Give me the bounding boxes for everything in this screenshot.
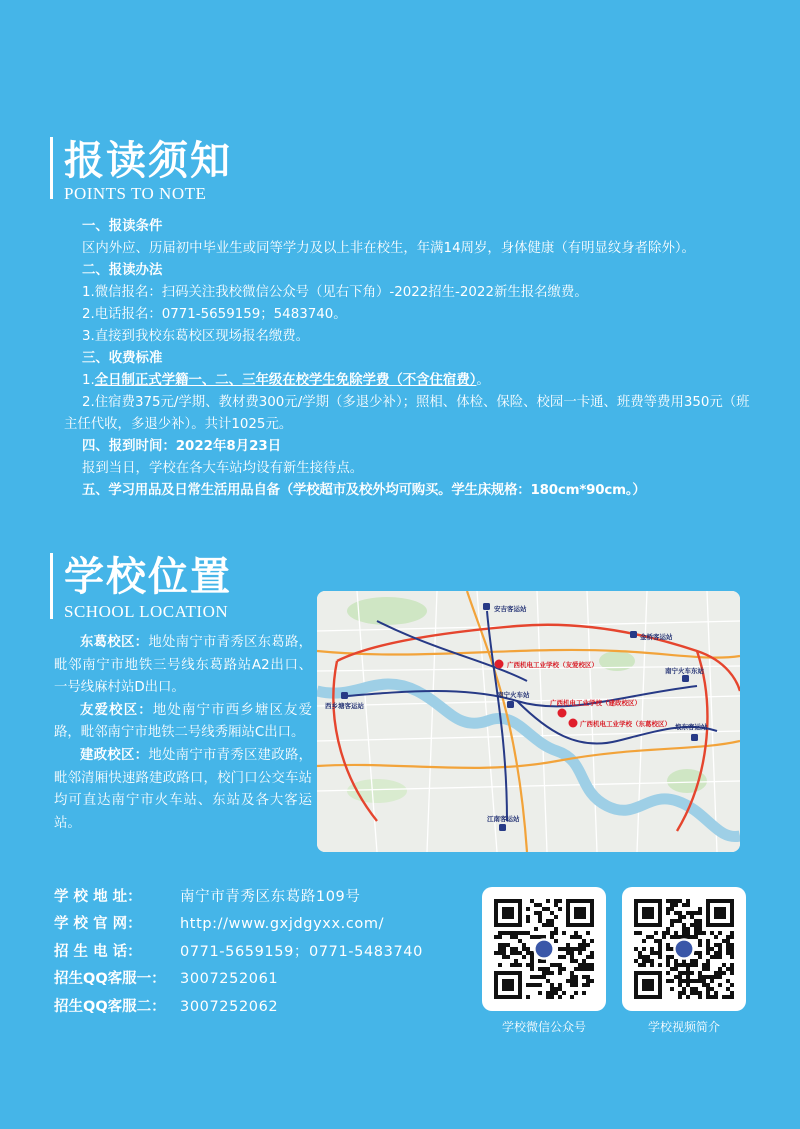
wechat-qr-code (482, 887, 606, 1011)
section-1-text: 区内外应、历届初中毕业生或同等学力及以上非在校生，年满14周岁，身体健康（有明显纹身者除外）。 (82, 241, 695, 256)
campus-jianzheng (54, 745, 312, 835)
video-qr-icon (634, 899, 734, 999)
video-qr-caption: 学校视频简介 (647, 1020, 720, 1034)
section-1-heading: 一、报读条件 (82, 219, 163, 234)
fee-item-number: 1. (82, 373, 95, 388)
qq2-value: 3007252062 (180, 998, 279, 1015)
section-3-line-1 (64, 370, 750, 392)
map-label-anji: 安吉客运站 (494, 605, 527, 613)
section-3-line-2: 2.住宿费375元/学期、教材费300元/学期（多退少补）；照相、体检、保险、校园一卡通、班费等费用350元（班主任代收，多退少补）。共计1025元。 (64, 395, 750, 432)
location-subtitle: SCHOOL LOCATION (64, 602, 229, 621)
address-value: 南宁市青秀区东葛路109号 (180, 889, 361, 905)
section-3-heading: 三、收费标准 (82, 351, 163, 366)
wechat-qr-caption: 学校微信公众号 (501, 1020, 586, 1034)
notes-body (64, 216, 750, 502)
campus-youai (54, 700, 312, 745)
fee-line-end: 。 (476, 373, 490, 388)
qq1-row (54, 966, 423, 993)
campus-dongge (54, 632, 312, 700)
map-label-east-station: 南宁火车东站 (665, 667, 704, 675)
wechat-qr-icon (494, 899, 594, 999)
map-label-jinqiao: 金桥客运站 (640, 633, 673, 641)
header-accent-bar (50, 137, 53, 199)
contact-info (54, 884, 423, 1021)
campus-jianzheng-name: 建政校区： (80, 747, 149, 763)
notes-title: 报读须知 (64, 137, 232, 184)
location-title: 学校位置 (64, 553, 232, 600)
campus-dongge-name: 东葛校区： (80, 635, 149, 650)
campus-dongge-text: 地处南宁市青秀区东葛路，毗邻南宁市地铁三号线东葛路站A2出口、一号线麻村站D出口。 (54, 635, 313, 696)
website-link[interactable]: http://www.gxjdgyxx.com/ (180, 916, 385, 933)
map-label-campus-youai: 广西机电工业学校（友爱校区） (507, 661, 598, 669)
tuition-waiver-text: 全日制正式学籍一、二、三年级在校学生免除学费（不含住宿费） (94, 373, 477, 388)
section-2-line-1: 1.微信报名：扫码关注我校微信公众号（见右下角）-2022招生-2022新生报名缴费。 (82, 285, 588, 300)
notes-subtitle: POINTS TO NOTE (64, 184, 207, 203)
campus-descriptions (54, 632, 312, 835)
section-4-heading: 四、报到时间：2022年8月23日 (82, 439, 282, 454)
campus-jianzheng-text: 地处南宁市青秀区建政路，毗邻清厢快速路建政路口，校门口公交车站均可直达南宁市火车站、东站及各大客运站。 (54, 747, 313, 831)
section-2-line-2: 2.电话报名：0771-5659159；5483740。 (82, 307, 347, 322)
section-2-line-3: 3.直接到我校东葛校区现场报名缴费。 (82, 329, 310, 344)
map-label-xixiang: 西乡塘客运站 (325, 702, 364, 710)
phone-row (54, 939, 423, 966)
phone-label: 招 生 电 话： (54, 943, 142, 960)
section-2-heading: 二、报读办法 (82, 263, 163, 278)
website-label: 学 校 官 网： (54, 916, 142, 933)
map-label-campus-jianzheng: 广西机电工业学校（建政校区） (550, 699, 641, 707)
map-label-campus-dongge: 广西机电工业学校（东葛校区） (580, 720, 671, 728)
video-qr-code (622, 887, 746, 1011)
school-location-map (317, 591, 740, 852)
header-accent-bar (50, 553, 53, 619)
section-4-text: 报到当日，学校在各大车站均设有新生接待点。 (82, 461, 364, 476)
campus-youai-name: 友爱校区： (80, 702, 153, 718)
map-label-nanning-station: 南宁火车站 (497, 691, 530, 699)
qq2-row (54, 994, 423, 1021)
phone-value: 0771-5659159；0771-5483740 (180, 943, 423, 960)
map-label-langdong: 埌东客运站 (675, 723, 708, 731)
website-row (54, 911, 423, 938)
section-5-heading: 五、学习用品及日常生活用品自备（学校超市及校外均可购买。学生床规格：180cm*90cm。） (82, 483, 646, 498)
qq1-value: 3007252061 (180, 971, 279, 988)
qq2-label: 招生QQ客服二： (54, 998, 166, 1015)
address-row (54, 884, 423, 911)
map-label-jiangnan: 江南客运站 (487, 815, 520, 823)
qq1-label: 招生QQ客服一： (54, 971, 166, 988)
campus-youai-text: 地处南宁市西乡塘区友爱路，毗邻南宁市地铁二号线秀厢站C出口。 (54, 702, 313, 741)
address-label: 学 校 地 址： (54, 889, 142, 905)
city-map-graphic (317, 591, 740, 852)
